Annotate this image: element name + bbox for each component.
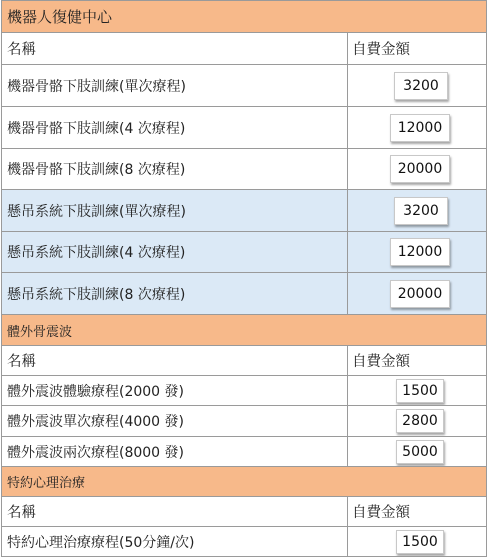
price-cell <box>347 149 486 190</box>
table-row <box>2 190 487 232</box>
table-row <box>2 65 487 107</box>
price-value: 2800 <box>396 409 444 433</box>
table-row <box>2 437 487 467</box>
item-name: 機器骨骼下肢訓練(8 次療程) <box>2 149 348 190</box>
price-cell <box>347 107 486 149</box>
item-name: 特約心理治療療程(50分鐘/次) <box>2 527 348 557</box>
column-header-row <box>2 497 487 527</box>
price-cell <box>347 65 486 107</box>
price-value: 3200 <box>394 72 448 100</box>
price-cell <box>347 376 486 406</box>
section-title-row <box>2 1 487 33</box>
name-column-header: 名稱 <box>2 497 348 527</box>
table-row <box>2 527 487 557</box>
item-name: 機器骨骼下肢訓練(單次療程) <box>2 65 348 107</box>
section-title-row <box>2 315 487 346</box>
column-header-row <box>2 346 487 376</box>
item-name: 懸吊系統下肢訓練(4 次療程) <box>2 232 348 273</box>
price-cell <box>347 273 486 315</box>
section-title-row <box>2 467 487 497</box>
price-cell <box>347 190 486 232</box>
item-name: 懸吊系統下肢訓練(8 次療程) <box>2 273 348 315</box>
price-value: 20000 <box>390 155 450 183</box>
item-name: 體外震波體驗療程(2000 發) <box>2 376 348 406</box>
price-value: 20000 <box>390 280 450 308</box>
table-row <box>2 232 487 273</box>
fee-table <box>1 0 487 557</box>
table-row <box>2 273 487 315</box>
item-name: 體外震波單次療程(4000 發) <box>2 406 348 437</box>
item-name: 體外震波兩次療程(8000 發) <box>2 437 348 467</box>
price-value: 12000 <box>390 114 450 142</box>
price-value: 5000 <box>396 440 444 464</box>
price-column-header: 自費金額 <box>347 346 486 376</box>
item-name: 機器骨骼下肢訓練(4 次療程) <box>2 107 348 149</box>
name-column-header: 名稱 <box>2 33 348 65</box>
price-value: 1500 <box>396 530 444 554</box>
price-value: 3200 <box>394 197 448 225</box>
column-header-row <box>2 33 487 65</box>
table-row <box>2 149 487 190</box>
table-row <box>2 107 487 149</box>
table-row <box>2 406 487 437</box>
item-name: 懸吊系統下肢訓練(單次療程) <box>2 190 348 232</box>
section-title: 機器人復健中心 <box>2 1 487 33</box>
price-value: 1500 <box>396 379 444 403</box>
price-column-header: 自費金額 <box>347 33 486 65</box>
section-title: 特約心理治療 <box>2 467 487 497</box>
section-title: 體外骨震波 <box>2 315 487 346</box>
price-value: 12000 <box>390 238 450 266</box>
price-cell <box>347 437 486 467</box>
price-cell <box>347 527 486 557</box>
price-cell <box>347 232 486 273</box>
price-column-header: 自費金額 <box>347 497 486 527</box>
table-row <box>2 376 487 406</box>
price-cell <box>347 406 486 437</box>
name-column-header: 名稱 <box>2 346 348 376</box>
